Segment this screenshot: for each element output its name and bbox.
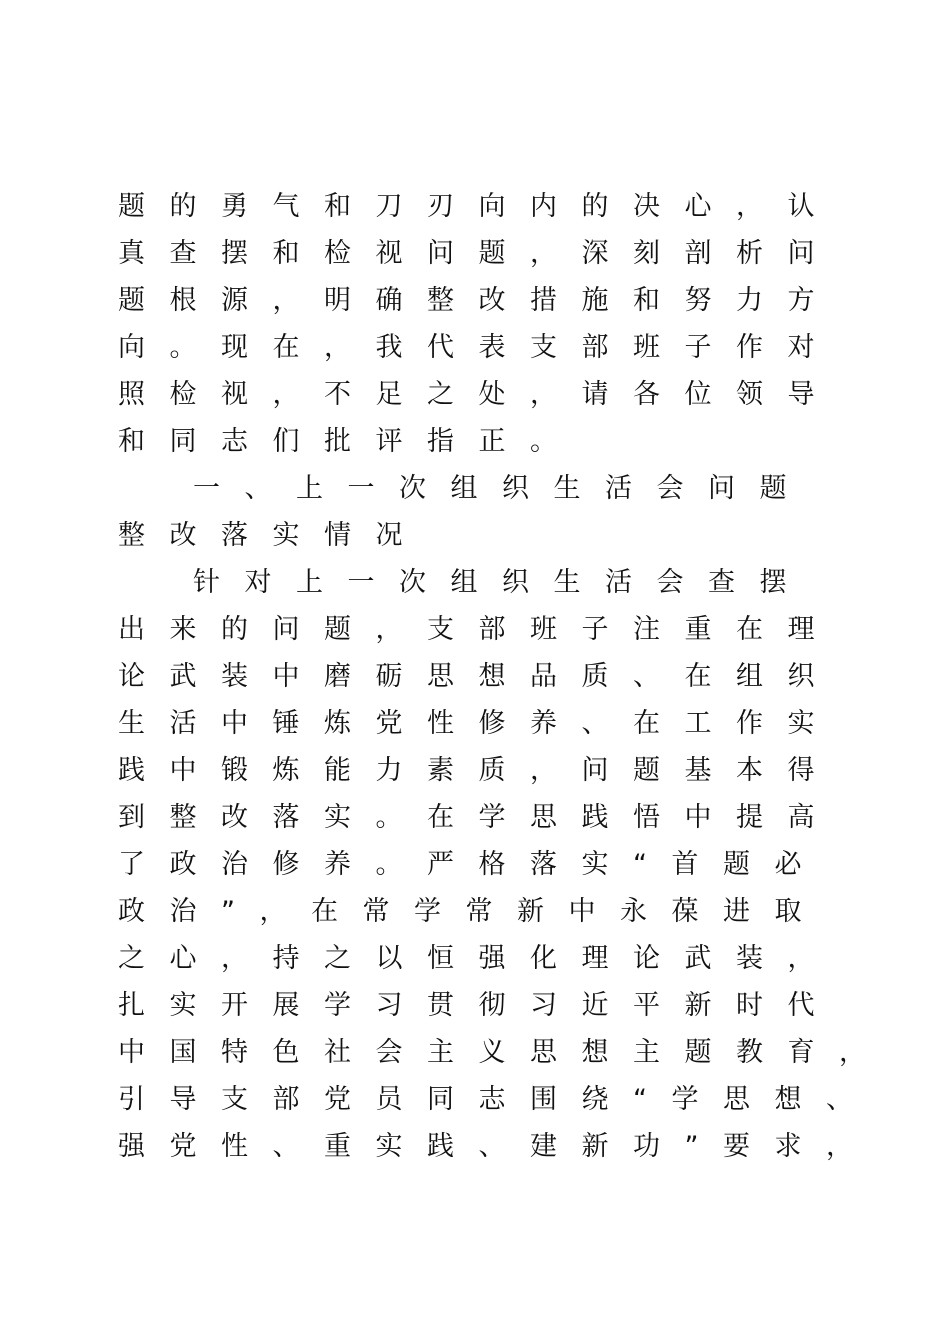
body-line: 了政治修养。严格落实“首题必 [118, 849, 826, 880]
body-line: 之心，持之以恒强化理论武装， [118, 943, 839, 974]
body-line: 强党性、重实践、建新功”要求， [118, 1131, 878, 1162]
body-line: 扎实开展学习贯彻习近平新时代 [118, 990, 839, 1021]
body-line: 践中锻炼能力素质，问题基本得 [118, 755, 839, 786]
body-line: 向。现在，我代表支部班子作对 [118, 332, 839, 363]
body-line: 到整改落实。在学思践悟中提高 [118, 802, 839, 833]
body-line: 照检视，不足之处，请各位领导 [118, 379, 839, 410]
section-heading-continuation: 整改落实情况 [118, 520, 427, 551]
section-heading: 一、上一次组织生活会问题 [193, 473, 811, 504]
body-line: 引导支部党员同志围绕“学思想、 [118, 1084, 878, 1115]
body-line: 出来的问题，支部班子注重在理 [118, 614, 839, 645]
body-line: 论武装中磨砺思想品质、在组织 [118, 661, 839, 692]
body-line: 题根源，明确整改措施和努力方 [118, 285, 839, 316]
body-line: 和同志们批评指正。 [118, 426, 582, 457]
document-body [118, 183, 891, 1170]
body-line: 题的勇气和刀刃向内的决心，认 [118, 191, 839, 222]
paragraph-start: 针对上一次组织生活会查摆 [193, 567, 811, 598]
body-line: 政治”，在常学常新中永葆进取 [118, 896, 826, 927]
body-line: 真查摆和检视问题，深刻剖析问 [118, 238, 839, 269]
body-line: 中国特色社会主义思想主题教育， [118, 1037, 891, 1068]
body-line: 生活中锤炼党性修养、在工作实 [118, 708, 839, 739]
